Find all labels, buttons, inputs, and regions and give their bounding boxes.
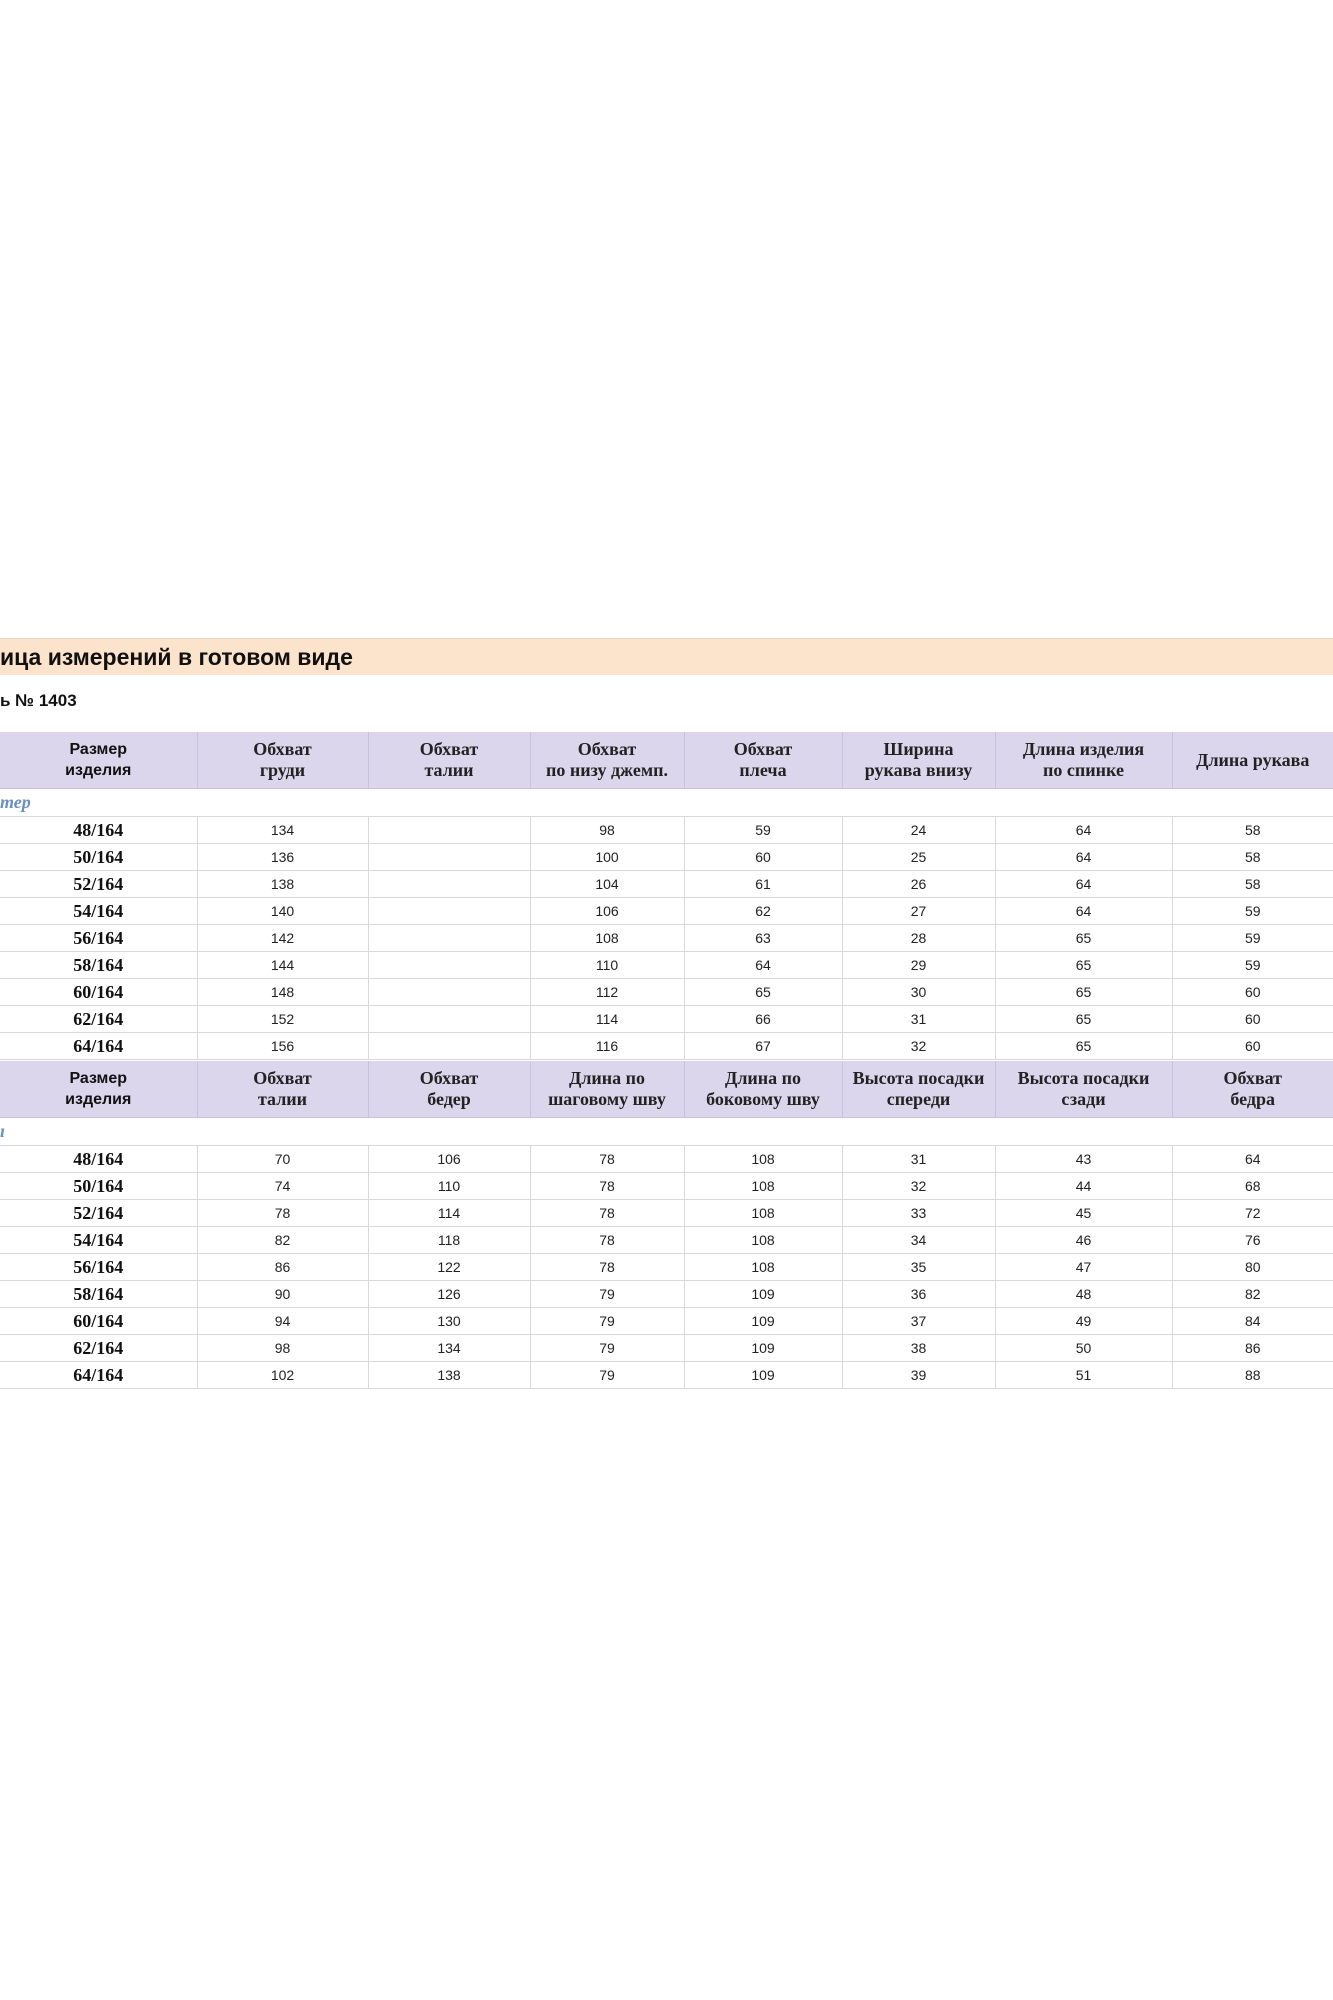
measurement-cell: 35 [842,1254,995,1281]
table-row [0,1281,1333,1308]
measurement-cell: 59 [1172,952,1333,979]
size-cell: 54/164 [0,898,197,925]
measurement-cell: 114 [530,1006,684,1033]
measurement-cell: 109 [684,1335,842,1362]
measurement-cell: 100 [530,844,684,871]
measurement-cell: 72 [1172,1200,1333,1227]
measurement-cell: 26 [842,871,995,898]
measurement-cell: 65 [684,979,842,1006]
measurement-cell: 45 [995,1200,1172,1227]
measurement-cell: 74 [197,1173,368,1200]
measurement-cell: 59 [1172,925,1333,952]
measurement-cell: 118 [368,1227,530,1254]
measurement-cell [368,1033,530,1060]
size-cell: 62/164 [0,1006,197,1033]
measurement-cell: 109 [684,1308,842,1335]
measurement-cell: 43 [995,1146,1172,1173]
measurement-cell: 78 [530,1173,684,1200]
size-cell: 50/164 [0,1173,197,1200]
size-cell: 54/164 [0,1227,197,1254]
measurement-cell: 47 [995,1254,1172,1281]
measurement-cell: 134 [368,1335,530,1362]
size-cell: 50/164 [0,844,197,871]
measurement-cell: 156 [197,1033,368,1060]
measurement-cell: 98 [197,1335,368,1362]
size-cell: 52/164 [0,1200,197,1227]
page-title: ица измерений в готовом виде [0,644,353,670]
measurement-cell: 84 [1172,1308,1333,1335]
measurement-cell: 67 [684,1033,842,1060]
size-cell: 48/164 [0,1146,197,1173]
measurement-cell: 38 [842,1335,995,1362]
measurement-cell: 59 [1172,898,1333,925]
measurement-cell: 82 [1172,1281,1333,1308]
measurement-cell: 76 [1172,1227,1333,1254]
measurement-cell: 102 [197,1362,368,1389]
measurement-cell: 110 [530,952,684,979]
measurement-cell: 136 [197,844,368,871]
measurement-cell: 109 [684,1362,842,1389]
column-header: Обхват бедер [368,1061,530,1118]
measurement-cell: 80 [1172,1254,1333,1281]
measurement-cell [368,898,530,925]
measurement-cell: 31 [842,1006,995,1033]
measurement-cell: 108 [684,1227,842,1254]
measurement-cell: 148 [197,979,368,1006]
measurement-cell: 114 [368,1200,530,1227]
top-measurements-table [0,732,1333,1060]
measurement-cell: 79 [530,1281,684,1308]
size-cell: 60/164 [0,1308,197,1335]
column-header: Длина изделия по спинке [995,732,1172,789]
measurement-cell: 108 [684,1200,842,1227]
measurement-cell: 65 [995,1033,1172,1060]
measurement-cell: 34 [842,1227,995,1254]
measurement-cell: 108 [684,1254,842,1281]
measurement-cell: 110 [368,1173,530,1200]
measurement-cell: 78 [197,1200,368,1227]
measurement-cell: 79 [530,1335,684,1362]
measurement-cell: 58 [1172,871,1333,898]
measurement-cell: 62 [684,898,842,925]
measurement-cell: 140 [197,898,368,925]
measurement-cell [368,817,530,844]
section-row [0,1118,1333,1146]
section-label: тер [0,789,1333,817]
size-cell: 58/164 [0,952,197,979]
table-row [0,979,1333,1006]
table-header-row [0,732,1333,789]
table-row [0,1173,1333,1200]
measurement-cell: 32 [842,1033,995,1060]
table-row [0,1227,1333,1254]
column-header: Высота посадки спереди [842,1061,995,1118]
measurement-cell: 37 [842,1308,995,1335]
measurement-cell: 30 [842,979,995,1006]
measurement-cell: 64 [995,817,1172,844]
measurement-cell: 78 [530,1146,684,1173]
measurement-cell: 28 [842,925,995,952]
measurement-cell: 32 [842,1173,995,1200]
measurement-cell: 68 [1172,1173,1333,1200]
table-row [0,817,1333,844]
measurement-cell [368,979,530,1006]
measurement-cell: 60 [1172,979,1333,1006]
column-header: Ширина рукава внизу [842,732,995,789]
measurement-cell [368,925,530,952]
size-cell: 60/164 [0,979,197,1006]
column-header: Обхват груди [197,732,368,789]
measurement-cell: 86 [1172,1335,1333,1362]
size-cell: 56/164 [0,925,197,952]
table-row [0,1200,1333,1227]
section-row [0,789,1333,817]
measurement-cell: 144 [197,952,368,979]
measurement-cell: 108 [530,925,684,952]
measurement-cell: 66 [684,1006,842,1033]
measurement-cell: 86 [197,1254,368,1281]
measurement-cell: 112 [530,979,684,1006]
section-label: ı [0,1118,1333,1146]
table-row [0,898,1333,925]
model-number: ь № 1403 [0,691,77,710]
measurement-cell: 79 [530,1308,684,1335]
measurement-cell [368,952,530,979]
measurement-cell: 36 [842,1281,995,1308]
measurement-cell: 109 [684,1281,842,1308]
measurement-cell: 60 [1172,1033,1333,1060]
size-cell: 64/164 [0,1033,197,1060]
size-cell: 52/164 [0,871,197,898]
measurement-cell [368,1006,530,1033]
table-row [0,1006,1333,1033]
measurement-cell: 79 [530,1362,684,1389]
measurement-cell: 48 [995,1281,1172,1308]
measurement-cell: 58 [1172,817,1333,844]
column-header: Длина по шаговому шву [530,1061,684,1118]
measurement-cell: 46 [995,1227,1172,1254]
measurement-cell: 142 [197,925,368,952]
measurement-cell: 27 [842,898,995,925]
column-header: Обхват по низу джемп. [530,732,684,789]
measurement-cell: 29 [842,952,995,979]
measurement-cell: 130 [368,1308,530,1335]
column-header: Обхват талии [197,1061,368,1118]
measurement-cell: 78 [530,1200,684,1227]
measurement-cell: 65 [995,925,1172,952]
table-row [0,1146,1333,1173]
table-header-row [0,1061,1333,1118]
measurement-cell: 126 [368,1281,530,1308]
size-cell: 58/164 [0,1281,197,1308]
column-header: Обхват талии [368,732,530,789]
size-cell: 64/164 [0,1362,197,1389]
measurement-cell: 64 [684,952,842,979]
column-header: Размер изделия [0,1061,197,1118]
table-row [0,871,1333,898]
size-cell: 62/164 [0,1335,197,1362]
measurement-cell: 138 [197,871,368,898]
measurement-cell: 61 [684,871,842,898]
measurement-cell: 31 [842,1146,995,1173]
measurement-cell: 82 [197,1227,368,1254]
measurement-cell: 64 [995,871,1172,898]
measurement-cell: 90 [197,1281,368,1308]
table-row [0,1254,1333,1281]
measurement-cell: 58 [1172,844,1333,871]
measurement-cell: 63 [684,925,842,952]
measurement-cell: 33 [842,1200,995,1227]
measurement-cell: 60 [684,844,842,871]
table-row [0,1308,1333,1335]
measurement-cell: 64 [995,844,1172,871]
measurement-cell: 65 [995,979,1172,1006]
column-header: Обхват бедра [1172,1061,1333,1118]
measurement-cell: 94 [197,1308,368,1335]
measurement-cell: 24 [842,817,995,844]
measurement-cell: 106 [368,1146,530,1173]
measurement-cell: 64 [995,898,1172,925]
measurement-cell: 116 [530,1033,684,1060]
measurement-cell: 25 [842,844,995,871]
column-header: Обхват плеча [684,732,842,789]
measurement-cell: 51 [995,1362,1172,1389]
measurement-cell: 122 [368,1254,530,1281]
size-cell: 48/164 [0,817,197,844]
measurement-cell: 50 [995,1335,1172,1362]
column-header: Высота посадки сзади [995,1061,1172,1118]
measurement-cell: 65 [995,1006,1172,1033]
bottom-measurements-table [0,1061,1333,1389]
table-row [0,844,1333,871]
measurement-cell: 108 [684,1173,842,1200]
measurement-cell: 59 [684,817,842,844]
measurement-cell: 70 [197,1146,368,1173]
measurement-cell: 108 [684,1146,842,1173]
measurement-cell: 106 [530,898,684,925]
column-header: Размер изделия [0,732,197,789]
measurement-cell: 138 [368,1362,530,1389]
measurement-cell: 49 [995,1308,1172,1335]
table-row [0,952,1333,979]
measurement-cell: 78 [530,1254,684,1281]
measurement-cell: 152 [197,1006,368,1033]
size-cell: 56/164 [0,1254,197,1281]
measurement-cell [368,871,530,898]
measurement-cell: 78 [530,1227,684,1254]
column-header: Длина по боковому шву [684,1061,842,1118]
measurement-cell: 134 [197,817,368,844]
measurement-cell: 60 [1172,1006,1333,1033]
table-row [0,925,1333,952]
column-header: Длина рукава [1172,732,1333,789]
table-row [0,1362,1333,1389]
table-row [0,1033,1333,1060]
table-row [0,1335,1333,1362]
measurement-cell: 88 [1172,1362,1333,1389]
measurement-cell: 104 [530,871,684,898]
measurement-cell: 44 [995,1173,1172,1200]
measurement-cell: 39 [842,1362,995,1389]
measurement-cell: 98 [530,817,684,844]
measurement-cell: 64 [1172,1146,1333,1173]
measurement-cell [368,844,530,871]
measurement-cell: 65 [995,952,1172,979]
